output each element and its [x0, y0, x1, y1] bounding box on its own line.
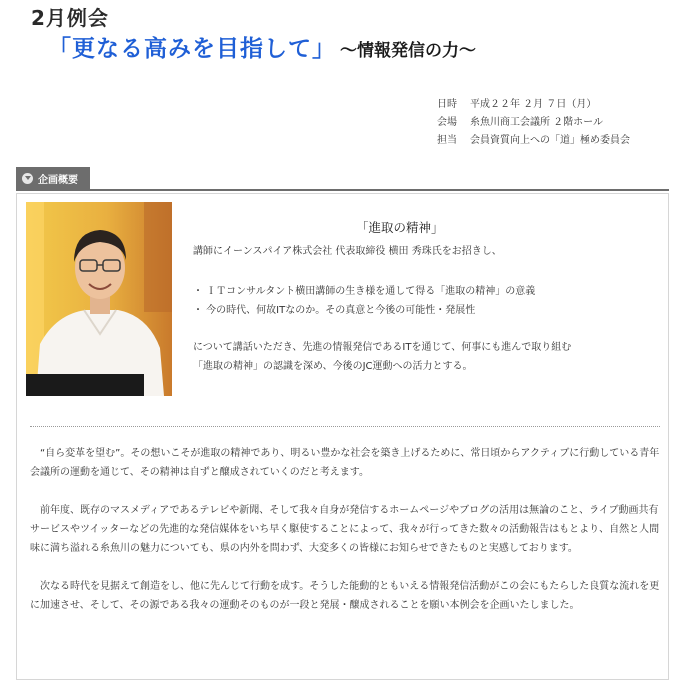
paragraph: 前年度、既存のマスメディアであるテレビや新聞、そして我々自身が発信するホームページやブログの活用は無論のこと、ライブ動画共有サービスやツイッターなどの先進的な発信媒体をいち早く駆使することによって、我々が行ってきた数々の活動報告はもとより、自然と人間味に満ち溢れる糸魚川の魅力についても、県の内外を問わず、大変多くの皆様にお知らせできたものと実感しております。 [30, 505, 660, 554]
info-row-date [437, 96, 630, 114]
paragraph: “自ら変革を望む”。その想いこそが進取の精神であり、明るい豊かな社会を築き上げるために、常日頃からアクティブに行動している青年会議所の運動を通じて、その精神は自ずと醸成されていくのだと考えます。 [30, 448, 660, 478]
list-item: ・ 今の時代、何故ITなのか。その真意と今後の可能性・発展性 [193, 305, 476, 316]
main-title: 「更なる高みを目指して」 [48, 35, 336, 62]
paragraph: 次なる時代を見据えて創造をし、他に先んじて行動を成す。そうした能動的ともいえる情報発信活動がこの会にもたらした良質な流れを更に加速させ、そして、その源である我々の運動そのものが一段と発展・醸成されることを願い本例会を企画いたしました。 [30, 581, 660, 611]
section-tab-label: 企画概要 [38, 174, 78, 186]
info-label: 会場 [437, 117, 457, 128]
info-row-venue [437, 114, 630, 132]
info-value: 糸魚川商工会議所 ２階ホール [470, 117, 603, 128]
section-tab-overview [16, 167, 90, 189]
closing-text [193, 338, 571, 376]
info-label: 日時 [437, 99, 457, 110]
speaker-intro: 講師にイーンスパイア株式会社 代表取締役 横田 秀珠氏をお招きし、 [193, 246, 502, 257]
chevron-down-icon [22, 173, 33, 184]
speaker-photo [26, 202, 172, 396]
list-item: ・ ＩＴコンサルタント横田講師の生き様を通して得る「進取の精神」の意義 [193, 286, 536, 297]
closing-line: 「進取の精神」の認識を深め、今後のJC運動への活力とする。 [193, 361, 473, 372]
dotted-divider [30, 426, 660, 427]
event-info [437, 96, 630, 150]
info-value: 平成２２年 ２月 ７日（月） [470, 99, 597, 110]
info-label: 担当 [437, 135, 457, 146]
topic-list [193, 282, 535, 320]
closing-line: について講話いただき、先進の情報発信であるITを通じて、何事にも進んで取り組む [193, 342, 572, 353]
page-title [48, 30, 476, 63]
speech-title: 「進取の精神」 [356, 220, 444, 235]
info-value: 会員資質向上への「道」極め委員会 [470, 135, 630, 146]
info-row-organizer [437, 132, 630, 150]
month-title: 2月例会 [31, 6, 109, 30]
body-text [30, 444, 660, 634]
subtitle: 〜情報発信の力〜 [340, 41, 476, 61]
section-divider [16, 189, 669, 191]
